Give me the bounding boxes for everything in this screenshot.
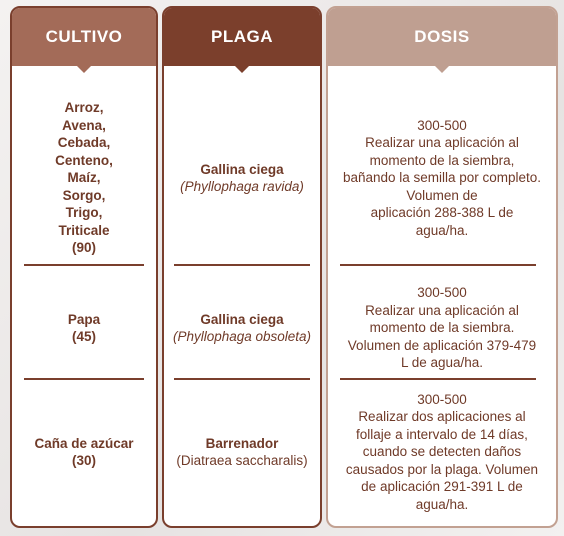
cultivo-column (10, 6, 158, 528)
dosis-amount: 300-500 (417, 391, 467, 407)
dosis-cell-row2 (328, 274, 556, 382)
cultivo-cell-row1 (12, 88, 156, 268)
dosis-cell-row1 (328, 88, 556, 268)
plaga-cell-row3 (164, 382, 320, 522)
cultivo-cell-row3 (12, 382, 156, 522)
plaga-cell-row2 (164, 274, 320, 382)
cultivo-list: Caña de azúcar (34, 435, 134, 451)
plaga-column (162, 6, 322, 528)
header-notch (77, 66, 91, 73)
cultivo-header-label: CULTIVO (45, 27, 123, 46)
dosis-instructions: Realizar dos aplicaciones al follaje a intervalo de 14 días, cuando se detecten daños causados por la plaga. Volumen de aplicación 291-391 L de agua/ha. (345, 409, 539, 512)
dosis-cell-row3 (328, 382, 556, 522)
dosis-header-label: DOSIS (414, 27, 470, 46)
header-notch (435, 66, 449, 73)
plaga-header (164, 8, 320, 66)
row-divider (24, 264, 144, 266)
dosis-instructions: Realizar una aplicación al momento de la siembra, bañando la semilla por completo. Volumen de aplicación 288-388 L de agua/ha. (342, 135, 542, 238)
plaga-name: Gallina ciega (200, 311, 284, 327)
dosis-column (326, 6, 558, 528)
cultivo-count: (30) (71, 453, 96, 468)
row-divider (24, 378, 144, 380)
plaga-scientific-name: (Phyllophaga ravida) (180, 179, 304, 194)
plaga-cell-row1 (164, 88, 320, 268)
plaga-scientific-name: (Diatraea saccharalis) (176, 453, 308, 468)
dosis-header (328, 8, 556, 66)
cultivo-list: Papa (67, 311, 101, 327)
row-divider (340, 264, 536, 266)
plaga-name: Gallina ciega (200, 161, 284, 177)
cultivo-count: (90) (71, 240, 96, 256)
cultivo-list: Arroz, Avena, Cebada, Centeno, Maíz, Sorgo, Trigo, Triticale (55, 100, 113, 238)
dosis-instructions: Realizar una aplicación al momento de la siembra. Volumen de aplicación 379-479 L de agua/ha. (347, 302, 537, 371)
plaga-scientific-name: (Phyllophaga obsoleta) (172, 329, 312, 344)
cultivo-count: (45) (71, 329, 96, 344)
row-divider (174, 264, 310, 266)
row-divider (340, 378, 536, 380)
plaga-name: Barrenador (205, 435, 279, 451)
header-notch (235, 66, 249, 73)
row-divider (174, 378, 310, 380)
plaga-header-label: PLAGA (211, 27, 273, 46)
cultivo-cell-row2 (12, 274, 156, 382)
cultivo-header (12, 8, 156, 66)
dosis-amount: 300-500 (417, 285, 467, 301)
dosis-amount: 300-500 (417, 117, 467, 133)
